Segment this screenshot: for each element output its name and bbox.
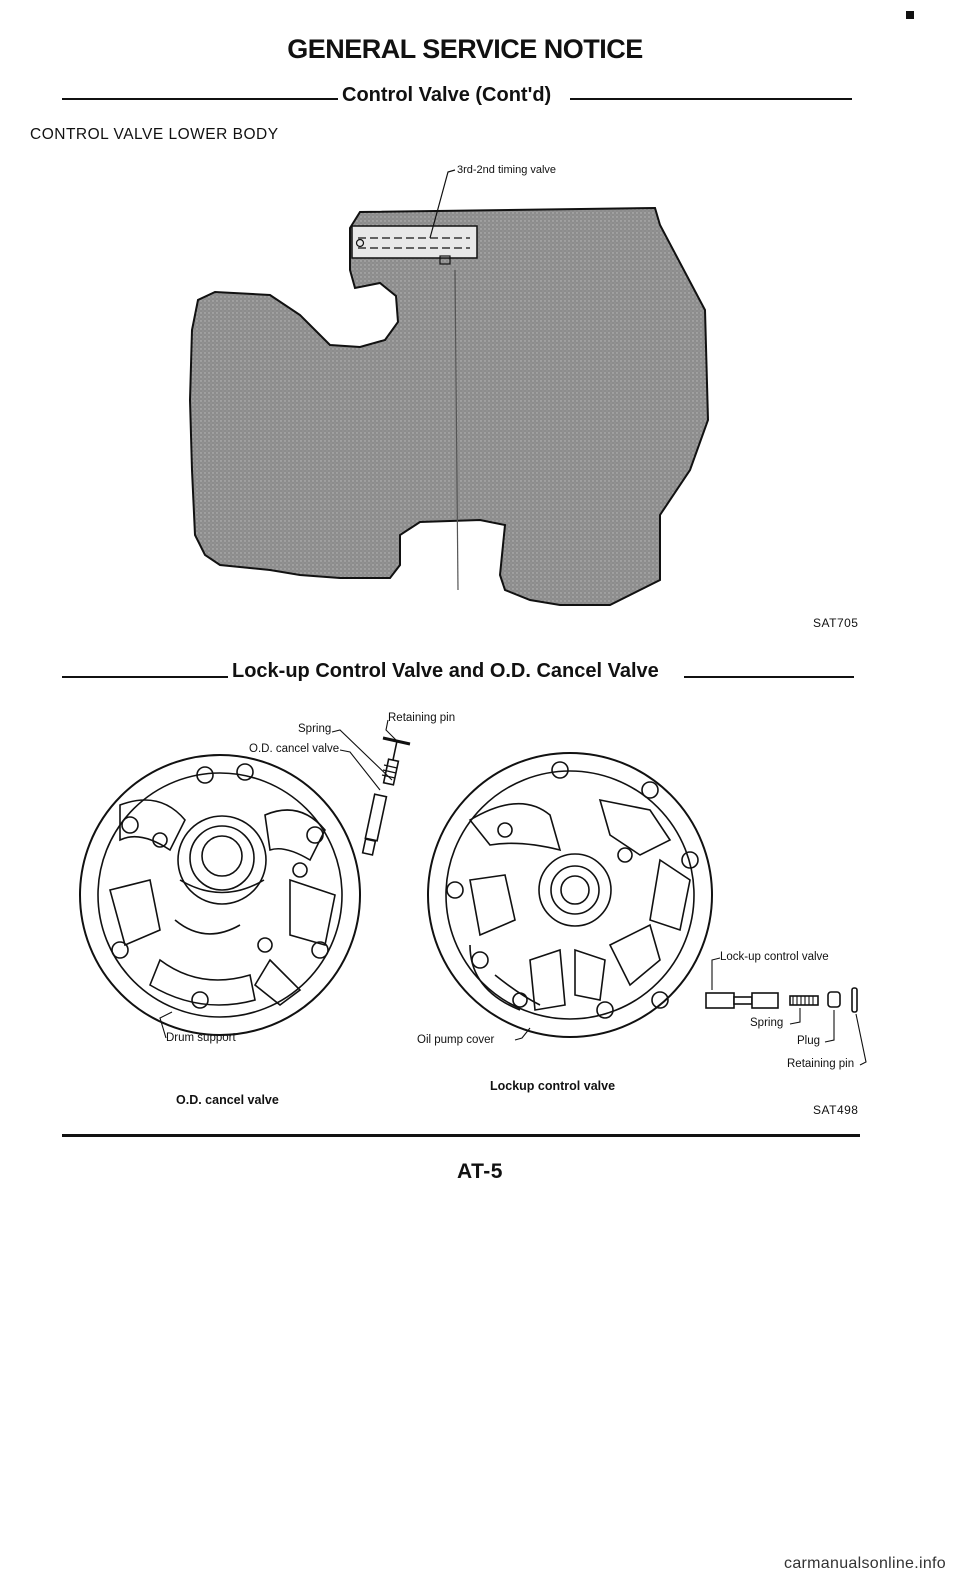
lower-body-subheading: CONTROL VALVE LOWER BODY xyxy=(30,126,279,143)
figure-id-lockup: SAT498 xyxy=(813,1103,859,1117)
spring-label: Spring xyxy=(298,723,332,735)
oil-pump-cover-drawing xyxy=(428,753,712,1037)
plug-label: Plug xyxy=(797,1035,821,1047)
figure-id-lower-body: SAT705 xyxy=(813,616,859,630)
timing-valve-label: 3rd-2nd timing valve xyxy=(457,164,557,176)
lockup-control-valve-label: Lock-up control valve xyxy=(720,951,829,963)
page-title: GENERAL SERVICE NOTICE xyxy=(287,34,643,64)
od-cancel-caption: O.D. cancel valve xyxy=(176,1093,279,1107)
section-heading: Control Valve (Cont'd) xyxy=(338,84,555,107)
drum-support-drawing xyxy=(80,755,360,1035)
retaining-pin-right-label: Retaining pin xyxy=(787,1058,855,1070)
footer-rule xyxy=(62,1134,860,1137)
retaining-pin-label: Retaining pin xyxy=(388,712,456,724)
spring-right-label: Spring xyxy=(750,1017,784,1029)
drum-support-label: Drum support xyxy=(166,1032,236,1044)
lockup-section-heading: Lock-up Control Valve and O.D. Cancel Valve xyxy=(228,660,663,683)
lockup-valve-parts xyxy=(706,988,857,1012)
watermark: carmanualsonline.info xyxy=(784,1555,946,1572)
od-cancel-valve-label: O.D. cancel valve xyxy=(249,743,340,755)
oil-pump-cover-label: Oil pump cover xyxy=(417,1034,495,1046)
od-cancel-valve-parts xyxy=(363,738,410,855)
lockup-caption: Lockup control valve xyxy=(490,1079,616,1093)
page-number: AT-5 xyxy=(457,1160,503,1183)
